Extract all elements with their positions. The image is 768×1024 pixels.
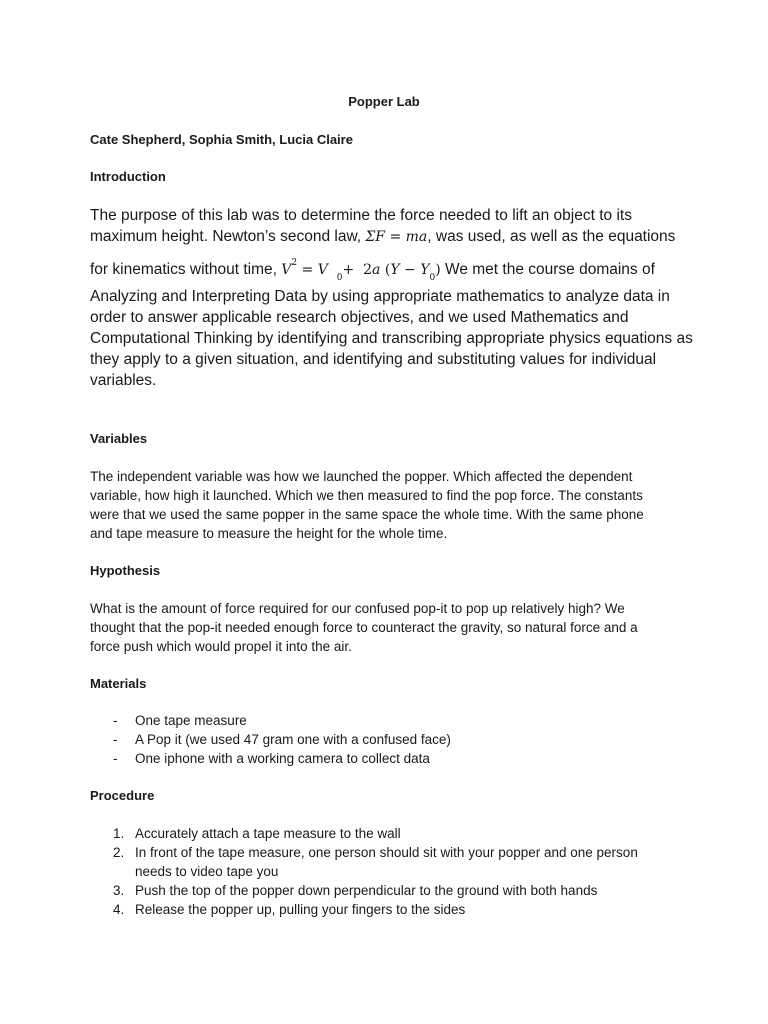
intro-line-3: [90, 253, 690, 289]
step-text: Push the top of the popper down perpendicular to the ground with both hands: [135, 883, 598, 898]
list-bullet: -: [113, 751, 118, 766]
intro-line-2-text-b: , was used, as well as the equations: [427, 228, 676, 245]
page-title: Popper Lab: [348, 94, 420, 109]
variables-line-4: and tape measure to measure the height for the whole time.: [90, 526, 448, 541]
intro-line-2-text-a: maximum height. Newton’s second law,: [90, 228, 366, 245]
intro-line-5: order to answer applicable research objectives, and we used Mathematics and: [90, 309, 629, 326]
variables-line-3: were that we used the same popper in the same space the whole time. With the same phone: [90, 507, 644, 522]
list-bullet: -: [113, 713, 118, 728]
materials-heading: Materials: [90, 676, 147, 691]
hypothesis-heading: Hypothesis: [90, 563, 161, 578]
list-bullet: -: [113, 732, 118, 747]
intro-line-1: The purpose of this lab was to determine the force needed to lift an object to its: [90, 207, 632, 224]
intro-line-3-text-b: We met the course domains of: [440, 261, 655, 278]
step-text: needs to video tape you: [135, 864, 279, 879]
intro-line-3-text-a: for kinematics without time,: [90, 261, 282, 278]
variables-line-1: The independent variable was how we launched the popper. Which affected the dependent: [90, 469, 633, 484]
hypothesis-line-2: thought that the pop-it needed enough force to counteract the gravity, so natural force and a: [90, 620, 638, 635]
step-text: Release the popper up, pulling your fingers to the sides: [135, 902, 466, 917]
intro-line-6: Computational Thinking by identifying and transcribing appropriate physics equations as: [90, 330, 693, 347]
materials-item-text: One tape measure: [135, 713, 247, 728]
variables-heading: Variables: [90, 431, 148, 446]
introduction-heading: Introduction: [90, 169, 166, 184]
step-number: 1.: [113, 826, 125, 841]
procedure-heading: Procedure: [90, 788, 155, 803]
intro-line-4: Analyzing and Interpreting Data by using appropriate mathematics to analyze data in: [90, 288, 670, 305]
materials-item-text: One iphone with a working camera to collect data: [135, 751, 430, 766]
hypothesis-line-1: What is the amount of force required for our confused pop-it to pop up relatively high? We: [90, 601, 625, 616]
intro-line-8: variables.: [90, 372, 157, 389]
hypothesis-line-3: force push which would propel it into the air.: [90, 639, 352, 654]
variables-line-2: variable, how high it launched. Which we then measured to find the pop force. The constants: [90, 488, 643, 503]
materials-item-text: A Pop it (we used 47 gram one with a confused face): [135, 732, 451, 747]
step-number: 4.: [113, 902, 125, 917]
authors-line: Cate Shepherd, Sophia Smith, Lucia Claire: [90, 132, 353, 147]
step-number: 2.: [113, 845, 125, 860]
kinematics-equation: $V^2 = V$ $_0$+ 2a $(Y - Y_0)$: [281, 258, 441, 283]
intro-line-2: [90, 226, 690, 248]
step-number: 3.: [113, 883, 125, 898]
step-text: In front of the tape measure, one person should sit with your popper and one person: [135, 845, 638, 860]
step-text: Accurately attach a tape measure to the wall: [135, 826, 401, 841]
newton-second-law-equation: ΣF = ma: [365, 229, 428, 245]
intro-line-7: they apply to a given situation, and identifying and substituting values for individual: [90, 351, 657, 368]
